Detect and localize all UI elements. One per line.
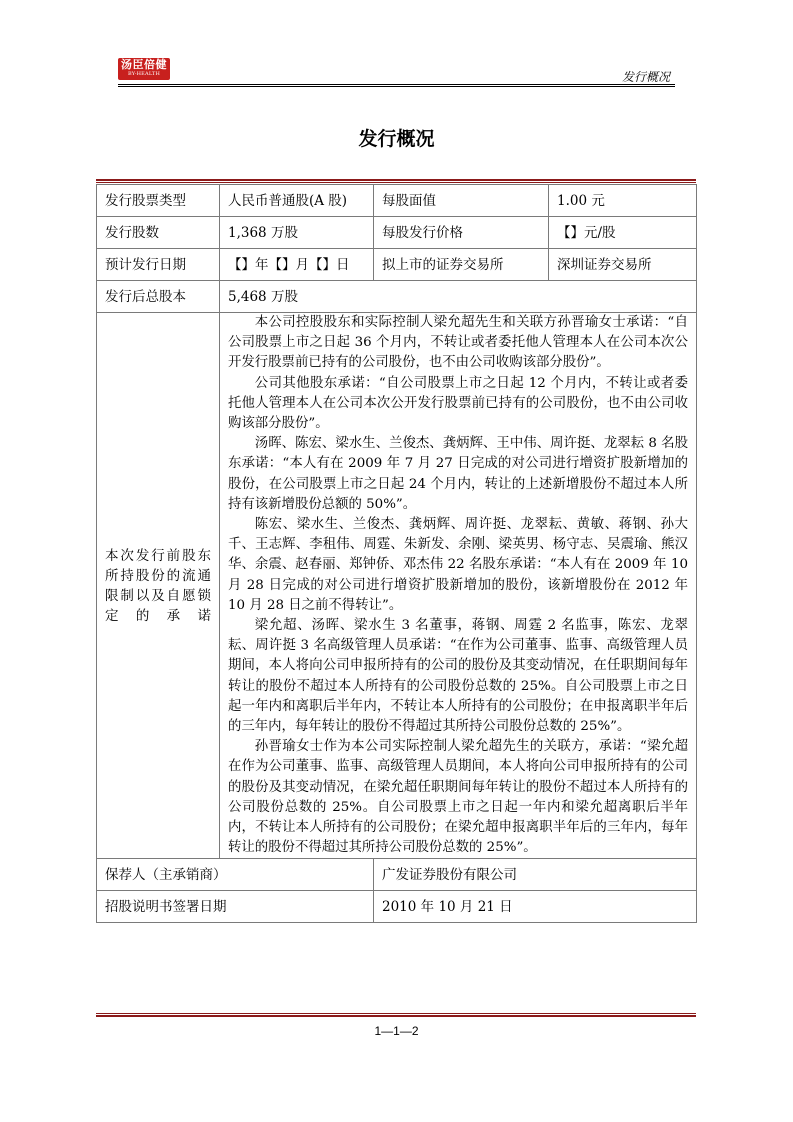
total-shares-label: 发行后总股本 — [97, 281, 220, 313]
total-shares-value: 5,468 万股 — [220, 281, 697, 313]
header-rule — [118, 84, 675, 85]
logo-text: 汤臣倍健 — [121, 58, 167, 71]
company-logo — [118, 58, 170, 80]
issue-shares-label: 发行股数 — [97, 217, 220, 249]
commitment-paragraph: 陈宏、梁水生、兰俊杰、龚炳辉、周许挺、龙翠耘、黄敏、蒋钢、孙大千、王志辉、李租伟、周霆、朱新发、余刚、梁英男、杨守志、吴震瑜、熊汉华、余震、赵春丽、郑钟侨、邓杰伟 22 名股东承诺：“本人有在 2009 年 10 月 28 日完成的对公司进行增资扩股新增加的股份，该新增股份在 2012 年 10 月 28 日之前不得转让”。 — [228, 517, 688, 613]
par-value-label: 每股面值 — [374, 185, 549, 217]
issue-price-label: 每股发行价格 — [374, 217, 549, 249]
header-section-label: 发行概况 — [621, 70, 670, 84]
issue-shares-value: 1,368 万股 — [220, 217, 374, 249]
commitment-paragraph: 汤晖、陈宏、梁水生、兰俊杰、龚炳辉、王中伟、周许挺、龙翠耘 8 名股东承诺：“本人有在 2009 年 7 月 27 日完成的对公司进行增资扩股新增加的股份，在公司股票上市之日起 24 个月内，转让的上述新增股份不超过本人所持有该新增股份总额的 50%”。 — [228, 436, 688, 512]
table-row — [97, 891, 697, 923]
table-row — [97, 217, 697, 249]
commitment-label: 本次发行前股东所持股份的流通限制以及自愿锁定的承诺 — [97, 313, 220, 859]
table-top-rule — [96, 179, 696, 181]
commitment-paragraph: 梁允超、汤晖、梁水生 3 名董事，蒋钢、周霆 2 名监事，陈宏、龙翠耘、周许挺 3 名高级管理人员承诺：“在作为公司董事、监事、高级管理人员期间，本人将向公司申报所持有的公司的股份及其变动情况，在任职期间每年转让的股份不超过本人所持有的公司股份总数的 25%。自公司股票上市之日起一年内和离职后半年内，不转让本人所持有的公司股份；在申报离职半年后的三年内，每年转让的股份不得超过其所持公司股份总数的 25%”。 — [228, 618, 688, 735]
table-bottom-rule — [96, 1015, 696, 1017]
commitment-paragraph: 本公司控股股东和实际控制人梁允超先生和关联方孙晋瑜女士承诺：“自公司股票上市之日起 36 个月内，不转让或者委托他人管理本人在公司本次公开发行股票前已持有的公司股份，也不由公司收购该部分股份”。 — [228, 315, 688, 371]
stock-type-label: 发行股票类型 — [97, 185, 220, 217]
table-row — [97, 185, 697, 217]
exchange-value: 深圳证券交易所 — [549, 249, 697, 281]
commitment-text — [220, 313, 697, 859]
table-bottom-rule-thin — [96, 1013, 696, 1014]
logo-subtext: BY-HEALTH — [127, 71, 161, 77]
par-value-value: 1.00 元 — [549, 185, 697, 217]
table-row — [97, 313, 697, 859]
sponsor-value: 广发证券股份有限公司 — [374, 859, 697, 891]
sponsor-label: 保荐人（主承销商） — [97, 859, 374, 891]
table-row — [97, 249, 697, 281]
issue-price-value: 【】元/股 — [549, 217, 697, 249]
table-top-rule-thin — [96, 182, 696, 183]
stock-type-value: 人民币普通股(A 股) — [220, 185, 374, 217]
page-title: 发行概况 — [358, 128, 435, 150]
commitment-paragraph: 公司其他股东承诺：“自公司股票上市之日起 12 个月内，不转让或者委托他人管理本人在公司本次公开发行股票前已持有的公司股份，也不由公司收购该部分股份”。 — [228, 375, 688, 432]
issue-overview-table — [96, 184, 697, 923]
sign-date-value: 2010 年 10 月 21 日 — [374, 891, 697, 923]
commitment-paragraph: 孙晋瑜女士作为本公司实际控制人梁允超先生的关联方，承诺：“梁允超在作为公司董事、监事、高级管理人员期间，本人将向公司申报所持有的公司的股份及其变动情况，在梁允超任职期间每年转让的股份不超过本人所持有的公司股份总数的 25%。自公司股票上市之日起一年内和梁允超离职后半年内，不转让本人所持有的公司股份；在梁允超申报离职半年后的三年内，每年转让的股份不得超过其所持公司股份总数的 25%”。 — [228, 739, 688, 856]
sign-date-label: 招股说明书签署日期 — [97, 891, 374, 923]
header-rule-thin — [118, 86, 675, 87]
issue-date-value: 【】年【】月【】日 — [220, 249, 374, 281]
exchange-label: 拟上市的证券交易所 — [374, 249, 549, 281]
page-number: 1—1—2 — [374, 1024, 419, 1038]
table-row — [97, 281, 697, 313]
table-row — [97, 859, 697, 891]
issue-date-label: 预计发行日期 — [97, 249, 220, 281]
